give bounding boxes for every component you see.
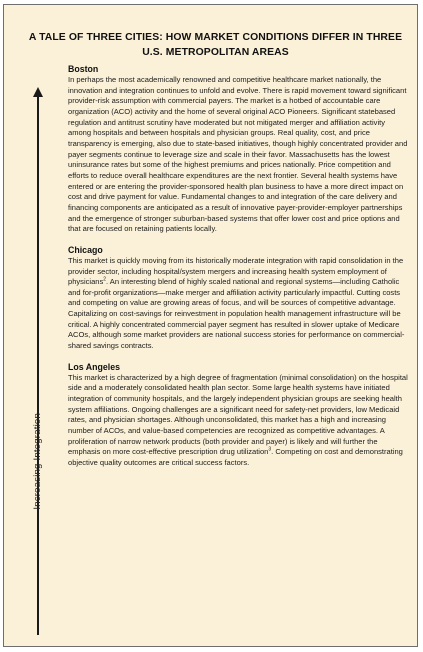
footnote-ref: 2 [103,276,107,283]
section-chicago [68,245,409,352]
section-body-boston: In perhaps the most academically renowned and competitive healthcare market nationally, the innovation and integration continues to unfold and evolve. There is rapid movement toward significant provider-risk assumption with commercial payers. The market is a hotbed of accountable care organization (ACO) activity and the home of several original ACO Pioneers. Significant statebased regulation and antitrust scrutiny have moderated but not mitigated merger and affiliation activity among hospitals and between hospitals and physician groups. Real quality, cost, and price transparency is emerging, also due to state-based initiatives, though highly concentrated provider and payer segments continue to leverage size and scale in their favor. Massachusetts has the lowest uninsurance rates but some of the highest premiums and prices nationally. Price competition and efforts to reduce overall healthcare expenditures are the next frontier. Several health systems have entered or are entering the provider-sponsored health plan business to have a more direct impact on cost and drive payment for value. Fundamental changes to and integration of the care delivery and financing components are anticipated as a result of innovative payer-provider-employer partnerships and the emergence of stronger suburban-based systems that offer lower cost and price options and that are focused on retaining patients locally. [68,75,408,234]
arrow-up-icon [33,87,43,97]
panel-title: A TALE OF THREE CITIES: HOW MARKET CONDITIONS DIFFER IN THREE U.S. METROPOLITAN AREAS [28,32,403,58]
section-boston [68,64,409,235]
body-text: This market is quickly moving from its historically moderate integration with rapid consolidation in the provider sector, including hospital/system mergers and increasing health system employment of physicians [68,255,404,287]
section-los-angeles [68,362,409,469]
section-heading-boston: Boston [68,64,99,74]
city-sections [68,64,409,479]
integration-axis [26,85,50,635]
body-text: This market is characterized by a high degree of fragmentation (minimal consolidation) on the hospital side and a moderately consolidated health plan sector. Some large health systems have initiated integration of community hospitals, and the largely independent physician groups are seeking health system affiliations. Ongoing challenges are a significant need for safety-net providers, low Medicaid rates, and physician shortages. Although unconsolidated, this market has a high and increasing number of ACOs, and value-based competencies are recognized as competitive advantages. A proliferation of narrow network products (both provider and payer) is likely and will further the emphasis on more cost-effective prescription drug utilization [68,372,408,457]
section-body-los-angeles [68,373,409,469]
body-text: . An interesting blend of highly scaled national and regional systems—including Catholic and for-profit organizations—make merger and affiliation activity particularly impactful. Cutting costs and competing on value are growing areas of focus, and will be sources of competitive advantage. Capitalizing on cost-savings for reinvestment in population health management infrastructure will be critical. A highly concentrated commercial payer segment has resulted in slower uptake of Medicare ACOs, although some market providers are national success stories for performance on commercial-shared savings contracts. [68,277,405,351]
section-heading-los-angeles: Los Angeles [68,361,120,372]
body-text: . Competing on cost and demonstrating objective quality outcomes are critical success factors. [68,447,403,467]
footnote-ref: 3 [268,446,272,453]
section-body-chicago [68,256,409,352]
axis-arrow-shaft [37,95,39,635]
section-heading-chicago: Chicago [68,244,103,255]
sidebar-panel [3,4,418,647]
axis-label: Increasing Integration [32,413,43,510]
